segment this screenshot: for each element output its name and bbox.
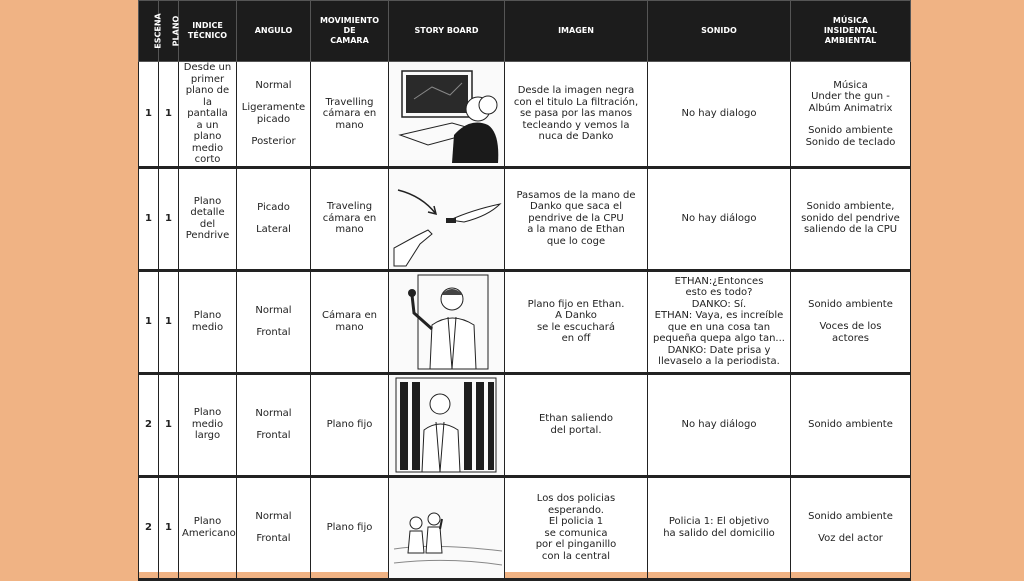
header-row [139,1,911,62]
storyboard-frame [389,270,505,373]
storyboard-frame [389,373,505,476]
imagen-cell: Plano fijo en Ethan. A Danko se le escuchará en off [505,270,648,373]
storyboard-frame [389,476,505,579]
angulo-cell: Normal Frontal [237,270,311,373]
sonido-cell: No hay diálogo [648,167,791,270]
sketch-two-policemen [392,479,504,577]
table-row [139,62,911,168]
musica-cell: Sonido ambiente Voces de los actores [791,270,911,373]
imagen-cell: Los dos policias esperando. El policia 1 se comunica por el pinganillo con la central [505,476,648,579]
angulo-cell: Normal Frontal [237,373,311,476]
table-row [139,270,911,373]
angulo-cell: Normal Frontal [237,476,311,579]
escena-cell: 2 [139,373,159,476]
escena-cell: 2 [139,476,159,579]
musica-cell: Música Under the gun - Albúm Animatrix Sonido ambiente Sonido de teclado [791,62,911,168]
plano-cell: 1 [159,167,179,270]
plano-cell: 1 [159,476,179,579]
sonido-cell: ETHAN:¿Entonces esto es todo? DANKO: Sí. ETHAN: Vaya, es increíble que en una cosa tan pequeña quepa algo tan... DANKO: Date prisa y llevaselo a la periodista. [648,270,791,373]
imagen-cell: Desde la imagen negra con el titulo La filtración, se pasa por las manos tecleando y vemos la nuca de Danko [505,62,648,168]
header-escena: ESCENA [139,1,159,62]
storyboard-frame [389,167,505,270]
header-angulo: ANGULO [237,1,311,62]
header-storyboard: STORY BOARD [389,1,505,62]
movimiento-cell: Plano fijo [311,373,389,476]
imagen-cell: Pasamos de la mano de Danko que saca el pendrive de la CPU a la mano de Ethan que lo coge [505,167,648,270]
header-movimiento: MOVIMIENTO DE CAMARA [311,1,389,62]
musica-cell: Sonido ambiente [791,373,911,476]
escena-cell: 1 [139,167,159,270]
storyboard-sheet [138,0,910,572]
sonido-cell: No hay dialogo [648,62,791,168]
storyboard-frame [389,62,505,168]
header-musica: MÚSICA INSIDENTAL AMBIENTAL [791,1,911,62]
header-plano: PLANO [159,1,179,62]
escena-cell: 1 [139,62,159,168]
movimiento-cell: Traveling cámara en mano [311,167,389,270]
table-row [139,476,911,579]
angulo-cell: Normal Ligeramente picado Posterior [237,62,311,168]
plano-cell: 1 [159,373,179,476]
indice-cell: Plano medio [179,270,237,373]
escena-cell: 1 [139,270,159,373]
header-imagen: IMAGEN [505,1,648,62]
movimiento-cell: Cámara en mano [311,270,389,373]
sketch-pendrive-hands [392,170,504,268]
indice-cell: Plano medio largo [179,373,237,476]
imagen-cell: Ethan saliendo del portal. [505,373,648,476]
sketch-ethan-medium-shot [392,273,504,371]
sketch-computer-screen [392,65,504,163]
sonido-cell: Policia 1: El objetivo ha salido del domicilio [648,476,791,579]
indice-cell: Desde un primer plano de la pantalla a un plano medio corto [179,62,237,168]
storyboard-table [138,0,911,581]
table-row [139,167,911,270]
musica-cell: Sonido ambiente, sonido del pendrive saliendo de la CPU [791,167,911,270]
header-sonido: SONIDO [648,1,791,62]
plano-cell: 1 [159,62,179,168]
sonido-cell: No hay diálogo [648,373,791,476]
indice-cell: Plano Americano [179,476,237,579]
movimiento-cell: Plano fijo [311,476,389,579]
table-row [139,373,911,476]
musica-cell: Sonido ambiente Voz del actor [791,476,911,579]
angulo-cell: Picado Lateral [237,167,311,270]
indice-cell: Plano detalle del Pendrive [179,167,237,270]
header-indice: INDICE TÉCNICO [179,1,237,62]
plano-cell: 1 [159,270,179,373]
movimiento-cell: Travelling cámara en mano [311,62,389,168]
sketch-portal-door [392,376,504,474]
